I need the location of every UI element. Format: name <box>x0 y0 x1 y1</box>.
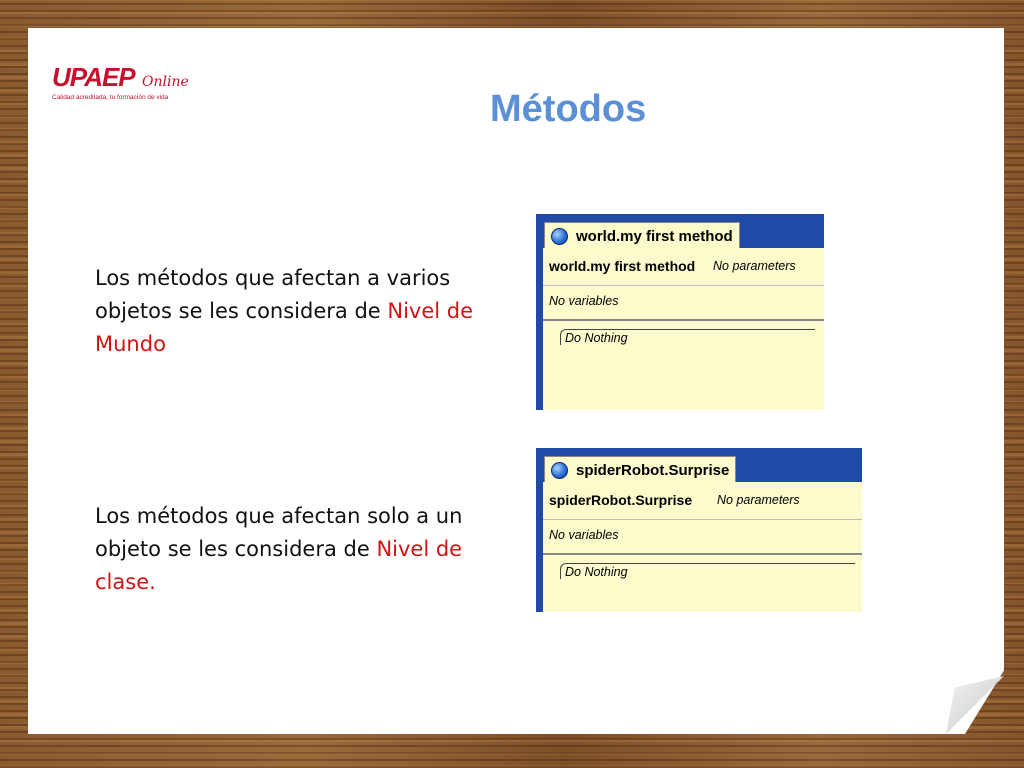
method-editor-body <box>543 248 824 410</box>
do-nothing-statement[interactable]: Do Nothing <box>560 329 815 345</box>
parameters-label[interactable]: No parameters <box>713 259 796 273</box>
method-tab-spider[interactable] <box>544 456 736 483</box>
logo-main-text: UPAEP <box>52 62 135 92</box>
method-name: spiderRobot.Surprise <box>549 492 693 508</box>
slide-paper <box>28 28 1004 734</box>
method-ball-icon <box>551 228 568 245</box>
method-name: world.my first method <box>549 258 696 274</box>
world-level-text: Los métodos que afectan a varios objetos se les considera de <box>95 266 451 323</box>
statements-row <box>543 555 862 595</box>
method-tab-label: spiderRobot.Surprise <box>576 461 730 479</box>
variables-row <box>543 520 862 555</box>
method-header-row <box>543 248 824 286</box>
text-block-world-level <box>95 262 490 361</box>
method-ball-icon <box>551 462 568 479</box>
statements-row <box>543 321 824 361</box>
variables-label[interactable]: No variables <box>549 294 619 308</box>
slide-title: Métodos <box>490 88 647 130</box>
text-block-class-level <box>95 500 490 599</box>
parameters-label[interactable]: No parameters <box>717 493 800 507</box>
method-tab-world[interactable] <box>544 222 740 249</box>
method-editor-spider <box>536 448 862 612</box>
logo-tagline: Calidad acreditada, tu formación de vida <box>52 94 169 101</box>
variables-label[interactable]: No variables <box>549 528 619 542</box>
do-nothing-statement[interactable]: Do Nothing <box>560 563 855 579</box>
logo-online-text: Online <box>142 74 189 90</box>
world-level-highlight: Nivel de Mundo <box>95 299 474 356</box>
upaep-logo <box>52 62 189 106</box>
method-header-row <box>543 482 862 520</box>
variables-row <box>543 286 824 321</box>
class-level-highlight: Nivel de clase. <box>95 537 463 594</box>
class-level-text: Los métodos que afectan solo a un objeto se les considera de <box>95 504 463 561</box>
method-tab-label: world.my first method <box>576 227 733 245</box>
method-editor-world <box>536 214 824 410</box>
method-editor-body <box>543 482 862 612</box>
